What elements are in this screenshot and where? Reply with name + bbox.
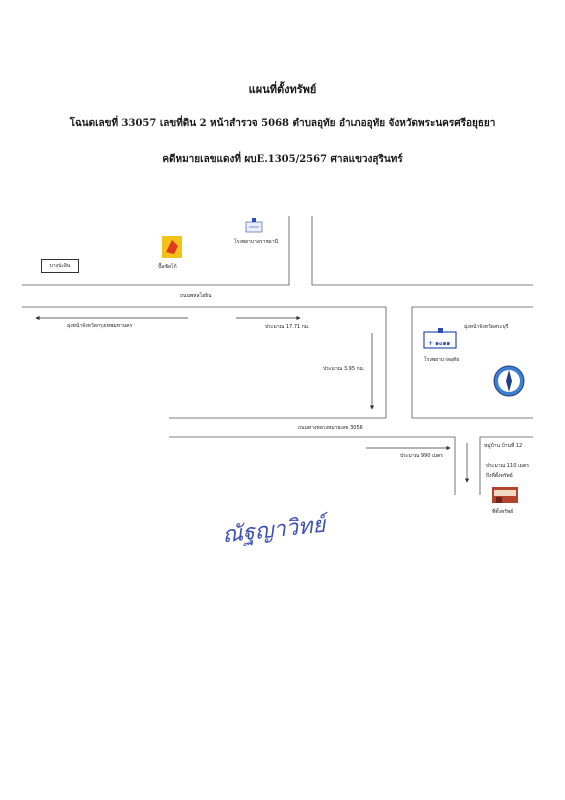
hospital-icon — [246, 218, 262, 232]
gas-station-icon — [162, 236, 182, 258]
bang-pa-in-box: บางปะอิน — [41, 259, 79, 273]
to-bangkok-label: มุ่งหน้าจังหวัดกรุงเทพมหานคร — [67, 323, 133, 329]
distance-4-label: ประมาณ 110 เมตร — [486, 463, 529, 469]
compass-icon — [494, 366, 524, 396]
main-road-label: ถนนพหลโยธิน — [180, 293, 212, 299]
case-number: คดีหมายเลขแดงที่ ผบE.1305/2567 ศาลแขวงสุรินทร์ — [162, 154, 403, 165]
property-label: ที่ตั้งทรัพย์ — [492, 509, 514, 515]
to-saraburi-label: มุ่งหน้าจังหวัดสระบุรี — [464, 324, 509, 330]
hospital-sign-text: + ๑๐๑๑ — [428, 340, 451, 347]
hospital-top-label: โรงพยาบาลราชธานี — [234, 239, 279, 245]
map-title: แผนที่ตั้งทรัพย์ — [248, 83, 317, 96]
village-label: หมู่บ้าน บ้านที่ 12 — [484, 443, 523, 449]
hospital-right-label: โรงพยาบาลอุทัย — [424, 357, 460, 363]
signature: ณัฐญาวิทย์ — [221, 512, 327, 549]
property-note-label: ถึงที่ตั้งทรัพย์ — [486, 473, 513, 479]
distance-3-label: ประมาณ 990 เมตร — [400, 453, 443, 459]
distance-1-label: ประมาณ 17.71 กม. — [265, 324, 310, 330]
house-icon — [492, 487, 518, 503]
gas-station-label: ปั๊มซัสโก้ — [158, 264, 177, 270]
road-secondary-bottom — [169, 437, 455, 495]
road-edge-top-right — [312, 216, 533, 285]
distance-2-label: ประมาณ 3.95 กม. — [323, 366, 365, 372]
secondary-road-label: ถนนทางหลวงหมายเลข 3056 — [298, 425, 363, 431]
deed-description: โฉนดเลขที่ 33057 เลขที่ดิน 2 หน้าสำรวจ 5068 ตำบลอุทัย อำเภออุทัย จังหวัดพระนครศรีอยุธยา — [69, 118, 496, 129]
